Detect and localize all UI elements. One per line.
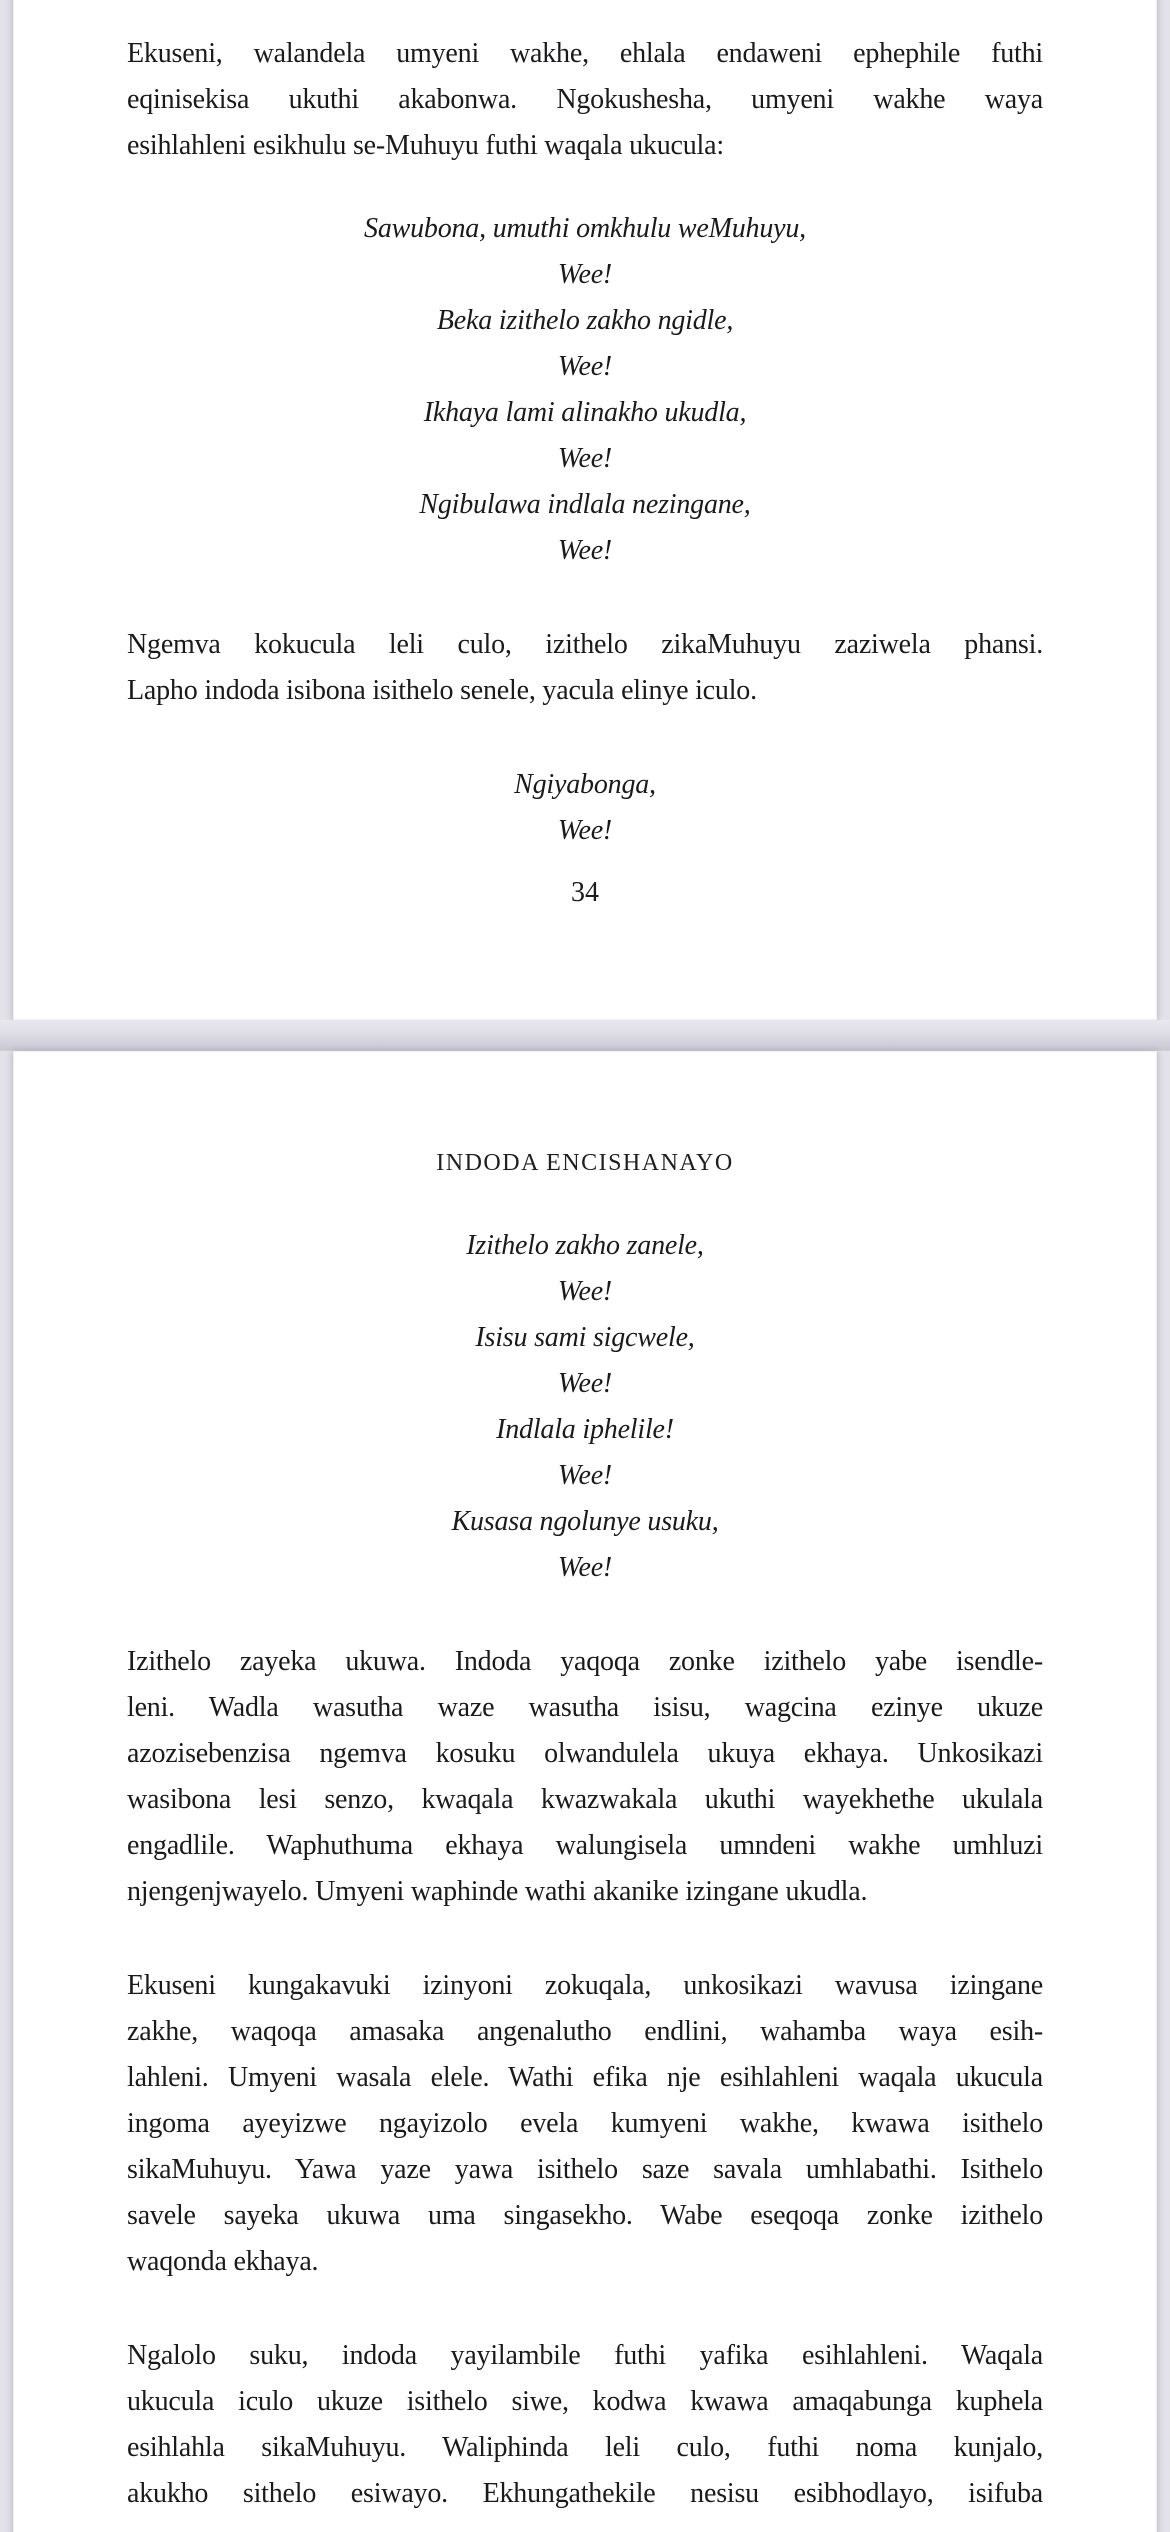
text-line: Wee! xyxy=(557,1276,613,1307)
text-line: lahleni. Umyeni wasala elele. Wathi efika nje esihlahleni waqala ukucula xyxy=(127,2062,1043,2093)
text-line: azozisebenzisa ngemva kosuku olwandulela ukuya ekhaya. Unkosikazi xyxy=(127,1738,1043,1769)
text-line: Wee! xyxy=(557,443,613,474)
song-verse xyxy=(127,762,1043,854)
text-line: ingoma ayeyizwe ngayizolo evela kumyeni wakhe, kwawa isithelo xyxy=(127,2108,1043,2139)
text-line: savele sayeka ukuwa uma singasekho. Wabe eseqoqa zonke izithelo xyxy=(127,2200,1043,2231)
text-line: wasibona lesi senzo, kwaqala kwazwakala ukuthi wayekhethe ukulala xyxy=(127,1784,1043,1815)
text-line: Ikhaya lami alinakho ukudla, xyxy=(423,397,747,428)
song-verse xyxy=(127,1223,1043,1591)
page-content xyxy=(14,1052,1156,2517)
book-page-top[interactable] xyxy=(13,0,1157,1020)
text-line: Wee! xyxy=(557,815,613,846)
text-line: Wee! xyxy=(557,1552,613,1583)
text-line: leni. Wadla wasutha waze wasutha isisu, wagcina ezinye ukuze xyxy=(127,1692,1043,1723)
text-line: Wee! xyxy=(557,535,613,566)
page-number: 34 xyxy=(571,877,599,908)
text-line: Wee! xyxy=(557,351,613,382)
text-line: Ekuseni, walandela umyeni wakhe, ehlala endaweni ephephile futhi xyxy=(127,38,1043,69)
chapter-heading: INDODA ENCISHANAYO xyxy=(436,1150,734,1176)
text-line: Ngiyabonga, xyxy=(514,769,656,800)
text-line: Ngemva kokucula leli culo, izithelo zikaMuhuyu zaziwela phansi. xyxy=(127,629,1043,660)
text-line: akukho sithelo esiwayo. Ekhungathekile nesisu esibhodlayo, isifuba xyxy=(127,2478,1043,2509)
book-page-bottom[interactable] xyxy=(13,1051,1157,2532)
text-line: njengenjwayelo. Umyeni waphinde wathi akanike izingane ukudla. xyxy=(127,1876,868,1907)
text-line: Wee! xyxy=(557,1460,613,1491)
page-content xyxy=(14,0,1156,916)
text-line: Indlala iphelile! xyxy=(496,1414,674,1445)
text-line: esihlahla sikaMuhuyu. Waliphinda leli culo, futhi noma kunjalo, xyxy=(127,2432,1043,2463)
body-paragraph xyxy=(127,2333,1043,2517)
body-paragraph xyxy=(127,622,1043,714)
text-line: Ngibulawa indlala nezingane, xyxy=(419,489,751,520)
body-paragraph xyxy=(127,31,1043,169)
text-line: Ngalolo suku, indoda yayilambile futhi yafika esihlahleni. Waqala xyxy=(127,2340,1043,2371)
body-paragraph xyxy=(127,1963,1043,2285)
text-line: Lapho indoda isibona isithelo senele, yacula elinye iculo. xyxy=(127,675,757,706)
text-line: Sawubona, umuthi omkhulu weMuhuyu, xyxy=(364,213,806,244)
text-line: waqonda ekhaya. xyxy=(127,2246,319,2277)
text-line: Isisu sami sigcwele, xyxy=(475,1322,695,1353)
text-line: Kusasa ngolunye usuku, xyxy=(451,1506,719,1537)
text-line: esihlahleni esikhulu se-Muhuyu futhi waqala ukucula: xyxy=(127,130,724,161)
body-paragraph xyxy=(127,1639,1043,1915)
page-gap xyxy=(0,1020,1170,1051)
text-line: zakhe, waqoqa amasaka angenalutho endlini, wahamba waya esih- xyxy=(127,2016,1043,2047)
song-verse xyxy=(127,206,1043,574)
text-line: Izithelo zakho zanele, xyxy=(466,1230,704,1261)
text-line: Wee! xyxy=(557,259,613,290)
text-line: engadlile. Waphuthuma ekhaya walungisela umndeni wakhe umhluzi xyxy=(127,1830,1043,1861)
text-line: sikaMuhuyu. Yawa yaze yawa isithelo saze savala umhlabathi. Isithelo xyxy=(127,2154,1043,2185)
text-line: ukucula iculo ukuze isithelo siwe, kodwa kwawa amaqabunga kuphela xyxy=(127,2386,1043,2417)
text-line: Beka izithelo zakho ngidle, xyxy=(436,305,734,336)
text-line: Ekuseni kungakavuki izinyoni zokuqala, unkosikazi wavusa izingane xyxy=(127,1970,1043,2001)
text-line: eqinisekisa ukuthi akabonwa. Ngokushesha, umyeni wakhe waya xyxy=(127,84,1043,115)
text-line: Wee! xyxy=(557,1368,613,1399)
text-line: Izithelo zayeka ukuwa. Indoda yaqoqa zonke izithelo yabe isendle- xyxy=(127,1646,1043,1677)
